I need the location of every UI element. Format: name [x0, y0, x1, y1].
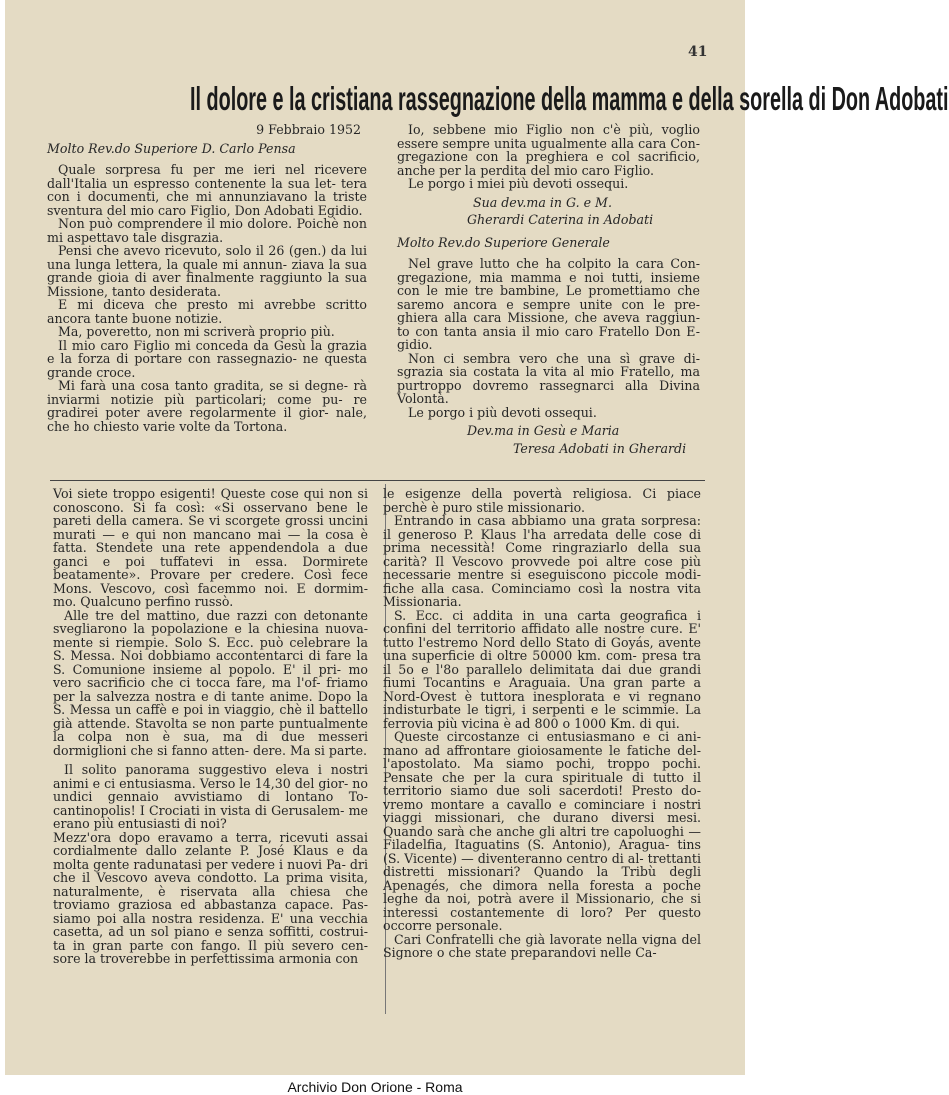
article-paragraph: Mezz'ora dopo eravamo a terra, ricevuti assai cordialmente dallo zelante P. José Klaus e da molta gente radunatasi per vedere i nuovi Pa- dri che il Vescovo aveva condotto. La prima visita, naturalmente, è riservata alla chiesa che troviamo graziosa ed abbastanza capace. Pas- siamo poi alla nostra residenza. E' una vecchia casetta, ad un sol piano e senza soffitti, costrui- ta in gran parte con fango. Il più severo cen- sore la troverebbe in perfettissima armonia con: [53, 829, 368, 966]
letter-salutation: Molto Rev.do Superiore Generale: [397, 234, 610, 250]
article-paragraph: Entrando in casa abbiamo una grata sorpresa: il generoso P. Klaus l'ha arredata delle cose di prima necessità! Come ringraziarlo della sua carità? Il Vescovo provvede poi altre cose più necessarie mentre si eseguiscono piccole modi- fiche alla casa. Cominciamo così la nostra vita Missionaria.: [383, 513, 701, 609]
letter-paragraph: Mi farà una cosa tanto gradita, se si degne- rà inviarmi notizie più particolari; come pu- re gradirei poter avere regolarmente il gior- nale, che ho chiesto varie volte da Tortona.: [47, 378, 367, 434]
letter-paragraph: Ma, poveretto, non mi scriverà proprio più.: [58, 324, 335, 339]
letter-paragraph: Le porgo i miei più devoti ossequi.: [408, 176, 629, 191]
letter-paragraph: Non può comprendere il mio dolore. Poichè non mi aspettavo tale disgrazia.: [47, 216, 367, 245]
article-paragraph: Cari Confratelli che già lavorate nella vigna del Signore o che state preparandovi nelle Ca-: [383, 931, 701, 960]
article-paragraph: Voi siete troppo esigenti! Queste cose qui non si conoscono. Si fa così: «Si osservano bene le pareti della camera. Se vi scorgete grossi uncini murati — e qui non mancano mai — la cosa è fatta. Stendete una rete appendendola a due ganci e poi tuffatevi in essa. Dormirete beatamente». Provare per credere. Così fece Mons. Vescovo, così facemmo noi. E dormim- mo. Qualcuno perfino russò.: [53, 486, 368, 609]
article-right-column: [383, 487, 701, 960]
letter-signature: Teresa Adobati in Gherardi: [513, 440, 687, 456]
letter-paragraph: Il mio caro Figlio mi conceda da Gesù la grazia e la forza di portare con rassegnazio- ne questa grande croce.: [47, 337, 367, 380]
letter-paragraph: Io, sebbene mio Figlio non c'è più, voglio essere sempre unita ugualmente alla cara Con- gregazione con la preghiera e col sacrificio, anche per la perdita del mio caro Figlio.: [397, 122, 700, 178]
article-paragraph: le esigenze della povertà religiosa. Ci piace perchè è puro stile missionario.: [383, 486, 701, 515]
letter-paragraph: Le porgo i più devoti ossequi.: [408, 404, 597, 420]
article-paragraph: Queste circostanze ci entusiasmano e ci ani- mano ad affrontare gioiosamente le fatiche del- l'apostolato. Ma siamo pochi, troppo pochi. Pensate che per la cura spirituale di tutto il territorio siamo due soli sacerdoti! Presto do- vremo montare a cavallo e cominciare i nostri viaggi missionari, che durano diversi mesi. Quando sarà che anche gli altri tre capoluoghi — Filadelfia, Itaguatins (S. Antonio), Aragua- tins (S. Vicente) — diventeranno centro di al- trettanti distretti missionari? Quando la Tribù degli Apenagés, che dimora nella foresta a poche leghe da noi, potrà avere il Missionario, che si interessi costantemente di loro? Per questo occorre personale.: [383, 729, 701, 933]
letter-signature: Gherardi Caterina in Adobati: [467, 212, 654, 227]
letter-paragraph: Nel grave lutto che ha colpito la cara Con- gregazione, mia mamma e noi tutti, insieme con le mie tre bambine, Le promettiamo che saremo ancora e sempre unite con le pre- ghiera alla cara Missione, che aveva raggiun- to con tanta ansia il mio caro Fratello Don E- gidio.: [397, 256, 700, 352]
article-left-column: [53, 487, 368, 966]
letter-date: 9 Febbraio 1952: [256, 122, 361, 137]
article-paragraph: Alle tre del mattino, due razzi con detonante svegliarono la popolazione e la chiesina nuova- mente si riempie. Solo S. Ecc. può celebrare la S. Messa. Noi dobbiamo accontentarci di fare la S. Comunione insieme al popolo. E' il pri- mo vero sacrificio che ci tocca fare, ma l'of- friamo per la salvezza nostra e di tante anime. Dopo la S. Messa un caffè e poi in viaggio, chè il battello già attende. Stavolta se non parte puntualmente la colpa non è sua, ma di due messeri dormiglioni che si fanno atten- dere. Ma si parte.: [53, 607, 368, 758]
section-divider: [50, 480, 705, 481]
article-paragraph: Il solito panorama suggestivo eleva i nostri animi e ci entusiasma. Verso le 14,30 del gior- no undici gennaio avvistiamo di lontano To- cantinopolis! I Crociati in vista di Gerusalem- me erano più entusiasti di noi?: [53, 762, 369, 831]
letter-closing: Sua dev.ma in G. e M.: [473, 194, 612, 210]
letter-paragraph: Quale sorpresa fu per me ieri nel ricevere dall'Italia un espresso contenente la sua let- tera con i documenti, che mi annunziavano la triste sventura del mio caro Figlio, Don Adobati Egidio.: [47, 162, 367, 218]
letter-salutation: Molto Rev.do Superiore D. Carlo Pensa: [47, 140, 296, 156]
letter-paragraph: Pensi che avevo ricevuto, solo il 26 (gen.) da lui una lunga lettera, la quale mi annun- ziava la sua grande gioia di aver finalmente raggiunto la sua Missione, tanto desiderata.: [47, 243, 367, 299]
scanned-page: [5, 0, 949, 1075]
page-number: 41: [688, 44, 708, 60]
article-title: Il dolore e la cristiana rassegnazione della mamma e della sorella di Don Adobati: [190, 80, 949, 117]
letter-mother: [47, 123, 367, 433]
letter-closing: Dev.ma in Gesù e Maria: [467, 423, 620, 438]
letter-sister: [397, 123, 700, 455]
letter-paragraph: E mi diceva che presto mi avrebbe scritto ancora tante buone notizie.: [47, 297, 367, 326]
letter-paragraph: Non ci sembra vero che una sì grave di- sgrazia sia costata la vita al mio Fratello, ma purtroppo dovremo rassegnarci alla Divina Volontà.: [397, 350, 700, 406]
archive-footer: Archivio Don Orione - Roma: [287, 1079, 463, 1095]
article-paragraph: S. Ecc. ci addita in una carta geografica i confini del territorio affidato alle nostre cure. E' tutto l'estremo Nord dello Stato di Goyás, avente una superficie di oltre 50000 km. com- presa tra il 5o e l'8o parallelo delimitata dai due grandi fiumi Tocantins e Araguaia. Una gran parte a Nord-Ovest è tuttora inesplorata e vi regnano indisturbate le tigri, i serpenti e le scimmie. La ferrovia più vicina è ad 800 o 1000 Km. di qui.: [383, 607, 701, 731]
